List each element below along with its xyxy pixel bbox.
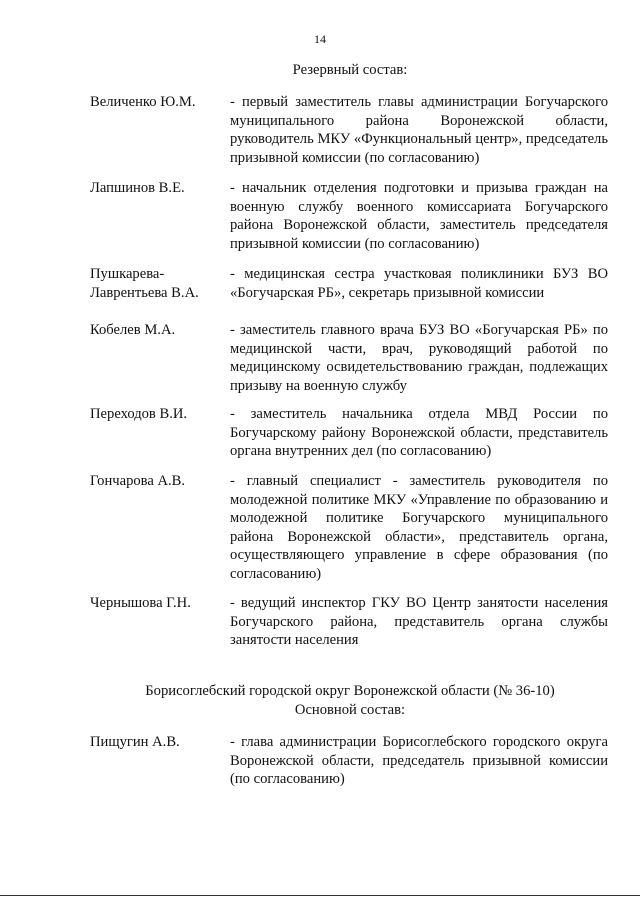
member-name: Чернышова Г.Н. bbox=[90, 595, 191, 611]
reserve-composition-heading: Резервный состав: bbox=[292, 62, 408, 78]
member-description: - заместитель начальника отдела МВД России по Богучарскому району Воронежской области, представитель органа внутренних дел (по согласованию) bbox=[230, 406, 608, 459]
member-name: Кобелев М.А. bbox=[90, 322, 176, 338]
member-description: - заместитель главного врача БУЗ ВО «Богучарская РБ» по медицинской части, врач, руководящий работой по медицинскому освидетельствованию граждан, подлежащих призыву на военную службу bbox=[230, 322, 608, 394]
district-title: Борисоглебский городской округ Воронежской области (№ 36-10) bbox=[145, 683, 555, 699]
member-description: - ведущий инспектор ГКУ ВО Центр занятости населения Богучарского района, представитель органа службы занятости населения bbox=[230, 595, 608, 648]
page-edge-line bbox=[0, 895, 640, 896]
member-description: - начальник отделения подготовки и призыва граждан на военную службу военного комиссариата Богучарского района Воронежской области, заместитель председателя призывной комиссии (по согласованию) bbox=[230, 180, 608, 252]
member-description: - главный специалист - заместитель руководителя по молодежной политике МКУ «Управление по образованию и молодежной политике Богучарского муниципального района Воронежской области», представитель органа, осуществляющего управление в сфере образования (по согласованию) bbox=[230, 473, 608, 582]
member-description: - медицинская сестра участковая поликлиники БУЗ ВО «Богучарская РБ», секретарь призывной комиссии bbox=[230, 266, 608, 301]
member-name: Пушкарева-Лаврентьева В.А. bbox=[90, 266, 199, 301]
main-composition-heading: Основной состав: bbox=[294, 702, 406, 718]
member-description: - первый заместитель главы администрации Богучарского муниципального района Воронежской области, руководитель МКУ «Функциональный центр», председатель призывной комиссии (по согласованию) bbox=[230, 94, 608, 166]
member-name: Величенко Ю.М. bbox=[90, 94, 196, 110]
member-name: Гончарова А.В. bbox=[90, 473, 186, 489]
page-number: 14 bbox=[314, 32, 326, 46]
member-name: Лапшинов В.Е. bbox=[90, 180, 185, 196]
member-name: Переходов В.И. bbox=[90, 406, 188, 422]
member-name: Пищугин А.В. bbox=[90, 734, 180, 750]
member-description: - глава администрации Борисоглебского городского округа Воронежской области, председатель призывной комиссии (по согласованию) bbox=[230, 734, 608, 787]
